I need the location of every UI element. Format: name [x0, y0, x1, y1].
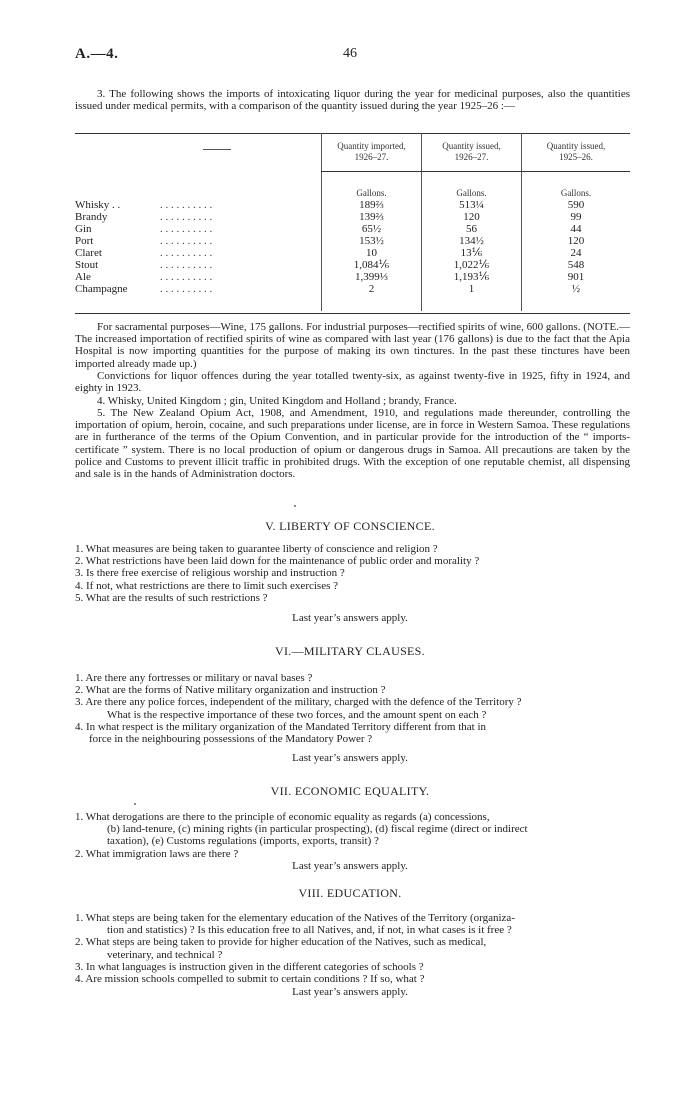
question: 2. What steps are being taken to provide for higher education of the Natives, such as medical,: [75, 936, 487, 949]
column-header: Quantity issued, 1925–26.: [546, 141, 606, 162]
ink-speck: [294, 505, 296, 507]
leader-dots: . . . . . . . . . .: [160, 223, 213, 235]
answer-note: Last year’s answers apply.: [292, 752, 408, 764]
question-continuation: tion and statistics) ? Is this education free to all Natives, and, if not, in what cases is it free ?: [107, 924, 512, 937]
page-number: 46: [343, 46, 357, 61]
cell-value: 65½: [361, 223, 382, 235]
section-title: VI.—MILITARY CLAUSES.: [275, 644, 425, 658]
cell-value: 13⅙: [460, 247, 483, 259]
leader-dots: . . . . . . . . . .: [160, 259, 213, 271]
section-title: VIII. EDUCATION.: [298, 886, 402, 900]
row-label: Gin: [75, 223, 92, 235]
question-continuation: veterinary, and technical ?: [107, 948, 223, 961]
cell-value: 153½: [359, 235, 384, 247]
question: 2. What immigration laws are there ?: [75, 847, 239, 860]
table-row: [75, 235, 630, 247]
question-continuation: (b) land-tenure, (c) mining rights (in particular prospecting), (d) fiscal regime (direct or indirect: [107, 823, 528, 836]
table-row: [75, 199, 630, 211]
table-top-rule: [75, 133, 630, 134]
question-list: [75, 543, 631, 604]
section-title: VII. ECONOMIC EQUALITY.: [270, 784, 430, 798]
question: 1. Are there any fortresses or military or naval bases ?: [75, 672, 313, 684]
question: 4. Are mission schools compelled to submit to certain conditions ? If so, what ?: [75, 973, 425, 986]
cell-value: 901: [567, 271, 585, 283]
cell-value: 134½: [459, 235, 484, 247]
cell-value: 513¼: [459, 199, 484, 211]
leader-dots: . . . . . . . . . .: [160, 247, 213, 259]
column-header: Quantity issued, 1926–27.: [442, 141, 501, 162]
page-header: [75, 48, 625, 66]
question: 3. Are there any police forces, independent of the military, charged with the defence of the Territory ?: [75, 696, 522, 709]
table-row: [75, 247, 630, 259]
sources-paragraph: 4. Whisky, United Kingdom ; gin, United Kingdom and Holland ; brandy, France.: [97, 395, 457, 407]
leader-dots: . . . . . . . . . .: [160, 199, 213, 211]
cell-value: 1,193⅙: [453, 271, 490, 283]
unit-label: Gallons.: [560, 188, 592, 198]
header-rule: [321, 171, 630, 172]
table-row: [75, 223, 630, 235]
cell-value: 1: [468, 283, 475, 295]
column-header: Quantity imported, 1926–27.: [337, 141, 406, 162]
unit-label: Gallons.: [456, 188, 487, 198]
document-reference: A.—4.: [75, 46, 119, 62]
table-row: [75, 271, 630, 283]
cell-value: 1,399⅓: [355, 271, 388, 283]
cell-value: 1,084⅙: [353, 259, 390, 271]
cell-value: 120: [567, 235, 585, 247]
question: 4. In what respect is the military organization of the Mandated Territory different from that in: [75, 720, 486, 733]
stub-header-dash: [203, 149, 231, 150]
cell-value: 2: [368, 283, 375, 295]
question: 1. What derogations are there to the principle of economic equality as regards (a) concessions,: [75, 811, 490, 823]
question: 1. What steps are being taken for the elementary education of the Natives of the Territory (organiza-: [75, 912, 515, 924]
question-list: [75, 672, 631, 745]
question-list: [75, 912, 631, 985]
question-continuation: taxation), (e) Customs regulations (imports, exports, transit) ?: [107, 835, 379, 848]
cell-value: 120: [463, 211, 480, 223]
table-row: [75, 283, 630, 295]
cell-value: 24: [570, 247, 582, 259]
opium-paragraph: 5. The New Zealand Opium Act, 1908, and Amendment, 1910, and regulations made thereunder, controlling the importation of opium, heroin, cocaine, and such preparations under license, are in force in Western Samoa. These regulations are in furtherance of the terms of the Opium Convention, and in particular provide for the introduction of the “ imports-certificate ” system. There is no local production of opium or dangerous drugs in Samoa. All precautions are taken by the police and Customs to prevent illicit traffic in prohibited drugs. With the exception of one reputable chemist, all dispensing and sale is in the hands of Administration doctors.: [75, 407, 630, 481]
question: 2. What are the forms of Native military organization and instruction ?: [75, 684, 386, 697]
unit-label: Gallons.: [356, 188, 387, 198]
row-label: Champagne: [75, 283, 128, 295]
cell-value: 44: [570, 223, 582, 235]
question: 2. What restrictions have been laid down for the maintenance of public order and morality ?: [75, 555, 480, 568]
intro-paragraph: 3. The following shows the imports of intoxicating liquor during the year for medicinal purposes, also the quantities issued under medical permits, with a comparison of the quantity issued during the year 1925–26 :—: [75, 88, 630, 113]
section-title: V. LIBERTY OF CONSCIENCE.: [265, 519, 435, 533]
row-label: Whisky . .: [75, 199, 121, 211]
question-continuation: force in the neighbouring possessions of the Mandatory Power ?: [89, 733, 373, 746]
answer-note: Last year’s answers apply.: [292, 612, 408, 624]
question-list: [75, 811, 631, 860]
leader-dots: . . . . . . . . . .: [160, 211, 213, 223]
row-label: Claret: [75, 247, 102, 259]
sacramental-paragraph: For sacramental purposes—Wine, 175 gallons. For industrial purposes—rectified spirits of wine, 600 gallons. (NOTE.—The increased importation of rectified spirits of wine as compared with last year (176 gallons) is due to the fact that the Apia Hospital is now importing quantities for the purpose of making its own tinctures. In the past these tinctures have been imported already made up.): [75, 321, 630, 370]
question: 3. In what languages is instruction given in the different categories of schools ?: [75, 960, 424, 973]
cell-value: 56: [466, 223, 477, 235]
leader-dots: . . . . . . . . . .: [160, 235, 213, 247]
cell-value: ½: [571, 283, 581, 295]
cell-value: 189⅔: [359, 199, 384, 211]
convictions-paragraph: Convictions for liquor offences during the year totalled twenty-six, as against twenty-five in 1925, fifty in 1924, and eighty in 1923.: [75, 370, 630, 395]
row-label: Stout: [75, 259, 99, 271]
question: 1. What measures are being taken to guarantee liberty of conscience and religion ?: [75, 543, 438, 555]
row-label: Ale: [75, 271, 91, 283]
question: 3. Is there free exercise of religious worship and instruction ?: [75, 567, 345, 580]
answer-note: Last year’s answers apply.: [292, 986, 408, 998]
table-bottom-rule: [75, 313, 630, 314]
question: 4. If not, what restrictions are there to limit such exercises ?: [75, 579, 338, 592]
cell-value: 590: [567, 199, 585, 211]
ink-speck: [134, 803, 136, 805]
question: 5. What are the results of such restrictions ?: [75, 591, 268, 604]
row-label: Brandy: [75, 211, 108, 223]
cell-value: 1,022⅙: [453, 259, 490, 271]
cell-value: 548: [567, 259, 585, 271]
cell-value: 99: [570, 211, 582, 223]
cell-value: 139⅔: [359, 211, 384, 223]
row-label: Port: [75, 235, 94, 247]
answer-note: Last year’s answers apply.: [292, 860, 408, 872]
leader-dots: . . . . . . . . . .: [160, 283, 213, 295]
cell-value: 10: [366, 247, 377, 259]
leader-dots: . . . . . . . . . .: [160, 271, 213, 283]
question-continuation: What is the respective importance of these two forces, and the amount spent on each ?: [107, 708, 487, 721]
table-row: [75, 211, 630, 223]
table-row: [75, 259, 630, 271]
liquor-imports-table: [75, 133, 630, 313]
